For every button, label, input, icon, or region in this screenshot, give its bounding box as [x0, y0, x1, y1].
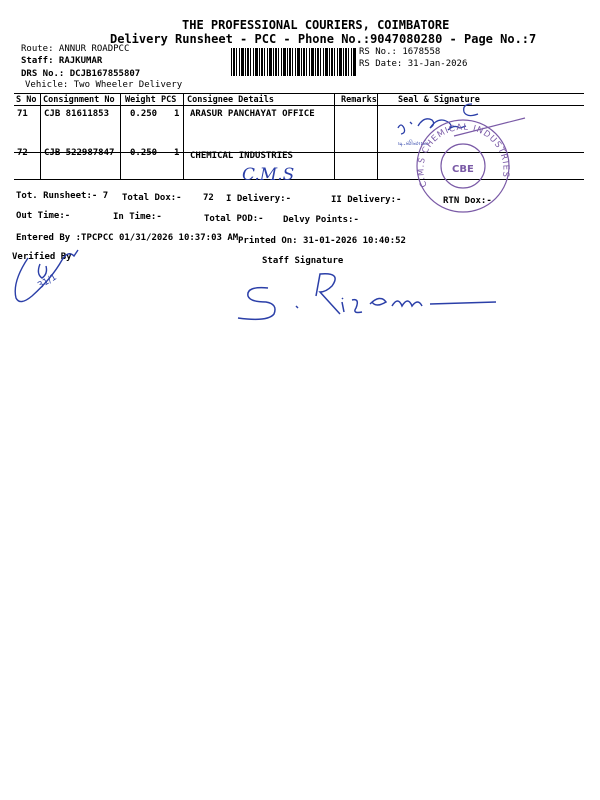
row2-handwritten-note: C.M.S	[242, 165, 295, 185]
row1-sign-text: டி.லிலால்	[398, 139, 429, 147]
col-header-consignment: Consignment No	[43, 95, 115, 105]
col-header-pcs: PCS	[161, 95, 177, 105]
cell-sno: 72	[17, 148, 28, 158]
ii-delivery: II Delivery:-	[331, 195, 402, 205]
col-header-consignee: Consignee Details	[187, 95, 274, 105]
stamp-center-text: CBE	[452, 164, 474, 175]
col-header-weight: Weight	[125, 95, 156, 105]
cell-pcs: 1	[174, 109, 180, 119]
verified-date: 31/1	[36, 272, 59, 292]
printed-on: Printed On: 31-01-2026 10:40:52	[238, 236, 406, 246]
delvy-points: Delvy Points:-	[283, 215, 359, 225]
total-runsheet: Tot. Runsheet:- 7	[16, 191, 109, 201]
route-label: Route: ANNUR ROADPCC	[21, 44, 130, 54]
rtn-dox: RTN Dox:-	[443, 196, 492, 206]
stamp-ring-text: C.M.S CHEMICAL INDUSTRIES	[416, 122, 511, 189]
cell-consignment: CJB 81611853	[44, 109, 110, 119]
total-pod: Total POD:-	[204, 214, 264, 224]
rs-number: RS No.: 1678558	[359, 47, 441, 57]
cell-weight: 0.250	[130, 109, 158, 119]
staff-label: Staff: RAJKUMAR	[21, 56, 103, 66]
cell-consignee: ARASUR PANCHAYAT OFFICE	[190, 109, 315, 119]
col-header-remarks: Remarks	[341, 95, 377, 105]
cell-consignee: CHEMICAL INDUSTRIES	[190, 151, 293, 161]
verified-by-label: Verified By	[12, 252, 72, 262]
entered-by: Entered By :TPCPCC 01/31/2026 10:37:03 AM	[16, 233, 239, 243]
total-dox-label: Total Dox:-	[122, 193, 182, 203]
cell-pcs: 1	[174, 148, 180, 158]
rs-date: RS Date: 31-Jan-2026	[359, 59, 468, 69]
total-dox-value: 72	[203, 193, 214, 203]
col-header-sno: S No	[16, 95, 37, 105]
vehicle-label: Vehicle: Two Wheeler Delivery	[25, 80, 183, 90]
cell-sno: 71	[17, 109, 28, 119]
drs-number: DRS No.: DCJB167855807	[21, 69, 141, 79]
company-title: THE PROFESSIONAL COURIERS, COIMBATORE	[182, 18, 450, 32]
staff-signature-label: Staff Signature	[262, 256, 344, 266]
staff-signature	[238, 274, 496, 320]
col-header-seal: Seal & Signature	[398, 95, 480, 105]
out-time: Out Time:-	[16, 211, 71, 221]
cell-consignment: CJB 522987847	[44, 148, 115, 158]
runsheet-subtitle: Delivery Runsheet - PCC - Phone No.:9047080280 - Page No.:7	[110, 32, 537, 46]
i-delivery: I Delivery:-	[226, 194, 292, 204]
cell-weight: 0.250	[130, 148, 158, 158]
in-time: In Time:-	[113, 212, 162, 222]
